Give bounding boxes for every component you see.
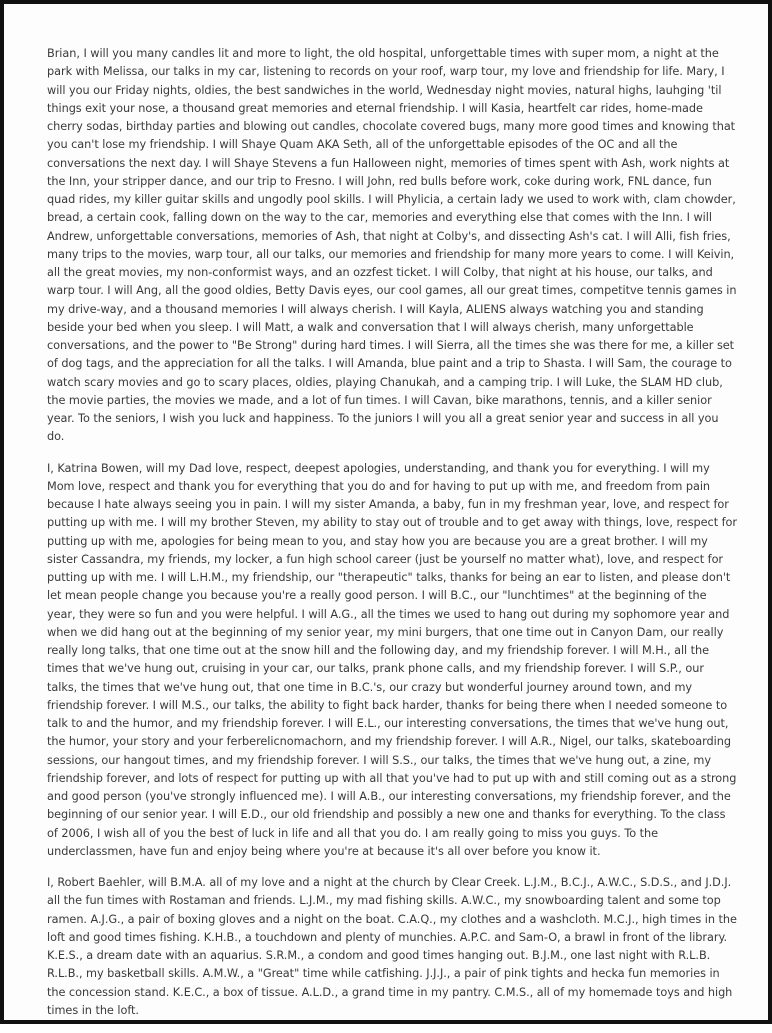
document-body [47, 45, 737, 1033]
will-paragraph-3: I, Robert Baehler, will B.M.A. all of my love and a night at the church by Clear Creek. L.J.M., B.C.J., A.W.C., S.D.S., and J.D.J. all the fun times with Rostaman and friends. L.J.M., my mad fishing skills. A.W.C., my snowboarding talent and some top ramen. A.J.G., a pair of boxing gloves and a night on the boat. C.A.Q., my clothes and a washcloth. M.C.J., high times in the loft and good times fishing. K.H.B., a touchdown and plenty of munchies. A.P.C. and Sam-O, a brawl in front of the library. K.E.S., a dream date with an aquarius. S.R.M., a condom and good times hanging out. B.J.M., one last night with R.L.B. R.L.B., my basketball skills. A.M.W., a "Great" time while catfishing. J.J.J., a pair of pink tights and hecka fun memories in the concession stand. K.E.C., a box of tissue. A.L.D., a grand time in my pantry. C.M.S., all of my homemade toys and high times in the loft. [47, 876, 737, 1017]
will-paragraph-1: Brian, I will you many candles lit and more to light, the old hospital, unforgettable times with super mom, a night at the park with Melissa, our talks in my car, listening to records on your roof, warp tour, my love and friendship for life. Mary, I will you our Friday nights, oldies, the best sandwiches in the world, Wednesday night movies, natural highs, lauhging 'til things exit your nose, a thousand great memories and eternal friendship. I will Kasia, heartfelt car rides, home-made cherry sodas, birthday parties and blowing out candles, chocolate covered bugs, many more good times and knowing that you can't lose my friendship. I will Shaye Quam AKA Seth, all of the unforgettable episodes of the OC and all the conversations the next day. I will Shaye Stevens a fun Halloween night, memories of times spent with Ash, work nights at the Inn, your stripper dance, and our trip to Fresno. I will John, red bulls before work, coke during work, FNL dance, fun quad rides, my killer guitar skills and ungodly pool skills. I will Phylicia, a certain lady we used to work with, clam chowder, bread, a certain cook, falling down on the way to the car, memories and everything else that comes with the Inn. I will Andrew, unforgettable conversations, memories of Ash, that night at Colby's, and dissecting Ash's cat. I will Alli, fish fries, many trips to the movies, warp tour, all our talks, our memories and friendship for many more years to come. I will Keivin, all the great movies, my non-conformist ways, and an ozzfest ticket. I will Colby, that night at his house, our talks, and warp tour. I will Ang, all the good oldies, Betty Davis eyes, our cool games, all our great times, competitve tennis games in my drive-way, and a thousand memories I will always cherish. I will Kayla, ALIENS always watching you and standing beside your bed when you sleep. I will Matt, a walk and conversation that I will always cherish, many unforgettable conversations, and the power to "Be Strong" during hard times. I will Sierra, all the times she was there for me, a killer set of dog tags, and the appreciation for all the talks. I will Amanda, blue paint and a trip to Shasta. I will Sam, the courage to watch scary movies and go to scary places, oldies, playing Chanukah, and a camping trip. I will Luke, the SLAM HD club, the movie parties, the movies we made, and a lot of fun times. I will Cavan, bike marathons, tennis, and a killer senior year. To the seniors, I wish you luck and happiness. To the juniors I will you all a great senior year and success in all you do. [47, 47, 737, 444]
will-paragraph-2: I, Katrina Bowen, will my Dad love, respect, deepest apologies, understanding, and thank you for everything. I will my Mom love, respect and thank you for everything that you do and for having to put up with me, and freedom from pain because I hate always seeing you in pain. I will my sister Amanda, a baby, fun in my freshman year, love, and respect for putting up with me. I will my brother Steven, my ability to stay out of trouble and to get away with things, love, respect for putting up with me, apologies for being mean to you, and stay how you are because you are a great brother. I will my sister Cassandra, my friends, my locker, a fun high school career (just be yourself no matter what), love, and respect for putting up with me. I will L.H.M., my friendship, our "therapeutic" talks, thanks for being an ear to listen, and please don't let mean people change you because you're a really good person. I will B.C., our "lunchtimes" at the beginning of the year, they were so fun and you were helpful. I will A.G., all the times we used to hang out during my sophomore year and when we did hang out at the beginning of my senior year, my mini burgers, that one time out in Canyon Dam, our really really long talks, that one time out at the snow hill and the following day, and my friendship forever. I will M.H., all the times that we've hung out, cruising in your car, our talks, prank phone calls, and my friendship forever. I will S.P., our talks, the times that we've hung out, that one time in B.C.'s, our crazy but wonderful journey around town, and my friendship forever. I will M.S., our talks, the ability to fight back harder, thanks for being there when I needed someone to talk to and the humor, and my friendship forever. I will E.L., our interesting conversations, the times that we've hung out, the humor, your story and your ferberelicnomachorn, and my friendship forever. I will A.R., Nigel, our talks, skateboarding sessions, our hangout times, and my friendship forever. I will S.S., our talks, the times that we've hung out, a zine, my friendship forever, and lots of respect for putting up with all that you've had to put up with and still coming out as a strong and good person (you've strongly influenced me). I will A.B., our interesting conversations, my friendship forever, and the beginning of our senior year. I will E.D., our old friendship and possibly a new one and thanks for everything. To the class of 2006, I wish all of you the best of luck in life and all that you do. I am really going to miss you guys. To the underclassmen, have fun and enjoy being where you're at because it's all over before you know it. [47, 461, 738, 858]
